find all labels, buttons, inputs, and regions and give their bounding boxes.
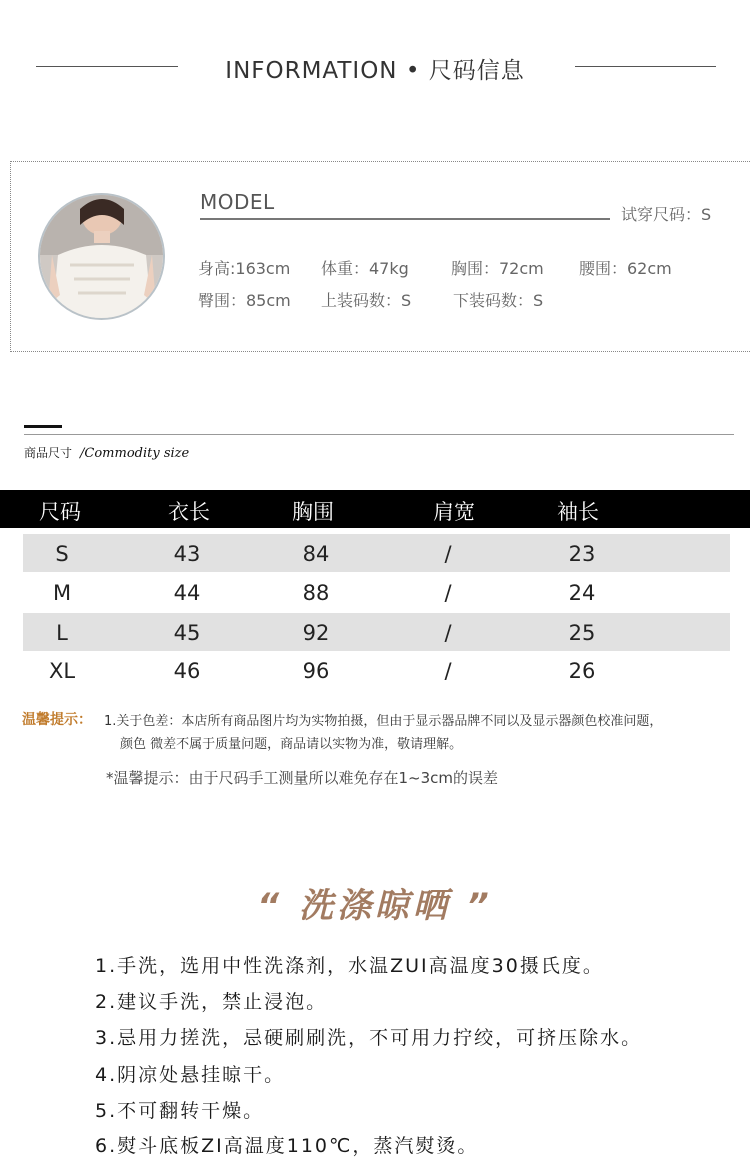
- column-header-shoulder: 肩宽: [433, 500, 475, 524]
- care-item: 6.熨斗底板ZI高温度110℃，蒸汽熨烫。: [95, 1135, 479, 1157]
- table-cell: 25: [568, 621, 596, 645]
- table-cell: 46: [173, 659, 201, 683]
- model-card: [10, 161, 750, 352]
- column-header-length: 衣长: [168, 500, 210, 524]
- model-avatar: [38, 193, 165, 320]
- model-top-size: 上装码数：S: [321, 291, 412, 310]
- table-cell: 88: [302, 581, 330, 605]
- table-cell: 84: [302, 542, 330, 566]
- table-cell: 23: [568, 542, 596, 566]
- table-cell: /: [444, 659, 452, 683]
- commodity-size-title-en: /Commodity size: [80, 446, 190, 461]
- table-cell: 43: [173, 542, 201, 566]
- model-hip: 臀围：85cm: [198, 291, 291, 310]
- table-cell: /: [444, 581, 452, 605]
- table-row: [23, 534, 730, 572]
- table-cell: M: [52, 581, 72, 605]
- table-cell: 96: [302, 659, 330, 683]
- model-waist: 腰围：62cm: [579, 259, 672, 278]
- try-size: 试穿尺码：S: [621, 205, 712, 224]
- model-photo-image: [40, 195, 163, 318]
- model-weight: 体重：47kg: [321, 259, 409, 278]
- model-underline: [200, 218, 610, 220]
- commodity-size-title-cn: 商品尺寸: [24, 446, 73, 460]
- section-divider: [24, 434, 734, 435]
- tip-text-line-2: 颜色 微差不属于质量问题，商品请以实物为准，敬请理解。: [120, 737, 463, 752]
- table-cell: 24: [568, 581, 596, 605]
- section-accent-bar: [24, 425, 62, 428]
- table-cell: 92: [302, 621, 330, 645]
- care-item: 1.手洗，选用中性洗涤剂，水温ZUI高温度30摄氏度。: [95, 955, 604, 977]
- column-header-sleeve: 袖长: [557, 500, 599, 524]
- size-table-header: [0, 490, 750, 528]
- table-row: [23, 574, 730, 612]
- care-item: 3.忌用力搓洗，忌硬刷刷洗，不可用力拧绞，可挤压除水。: [95, 1027, 643, 1049]
- measurement-tip: *温馨提示：由于尺码手工测量所以难免存在1~3cm的误差: [106, 769, 499, 787]
- table-row: [23, 613, 730, 651]
- table-cell: 45: [173, 621, 201, 645]
- page-title: INFORMATION • 尺码信息: [225, 58, 525, 84]
- table-cell: L: [56, 621, 68, 645]
- care-item: 5.不可翻转干燥。: [95, 1100, 265, 1122]
- column-header-bust: 胸围: [292, 500, 334, 524]
- table-cell: 44: [173, 581, 201, 605]
- column-header-size: 尺码: [39, 500, 81, 524]
- table-cell: /: [444, 542, 452, 566]
- table-cell: /: [444, 621, 452, 645]
- model-bust: 胸围：72cm: [451, 259, 544, 278]
- commodity-size-heading: [24, 444, 189, 461]
- table-cell: 26: [568, 659, 596, 683]
- table-cell: S: [55, 542, 69, 566]
- table-row: [23, 652, 730, 690]
- model-bottom-size: 下装码数：S: [453, 291, 544, 310]
- table-cell: XL: [48, 659, 76, 683]
- care-item: 2.建议手洗，禁止浸泡。: [95, 991, 328, 1013]
- model-height: 身高:163cm: [198, 259, 291, 278]
- tip-label: 温馨提示：: [22, 712, 92, 728]
- care-item: 4.阴凉处悬挂晾干。: [95, 1064, 286, 1086]
- model-label: MODEL: [200, 190, 275, 214]
- care-title: “ 洗涤晾晒 ”: [257, 886, 493, 926]
- tip-text-line-1: 1.关于色差：本店所有商品图片均为实物拍摄，但由于显示器品牌不同以及显示器颜色校准问题，: [104, 714, 663, 729]
